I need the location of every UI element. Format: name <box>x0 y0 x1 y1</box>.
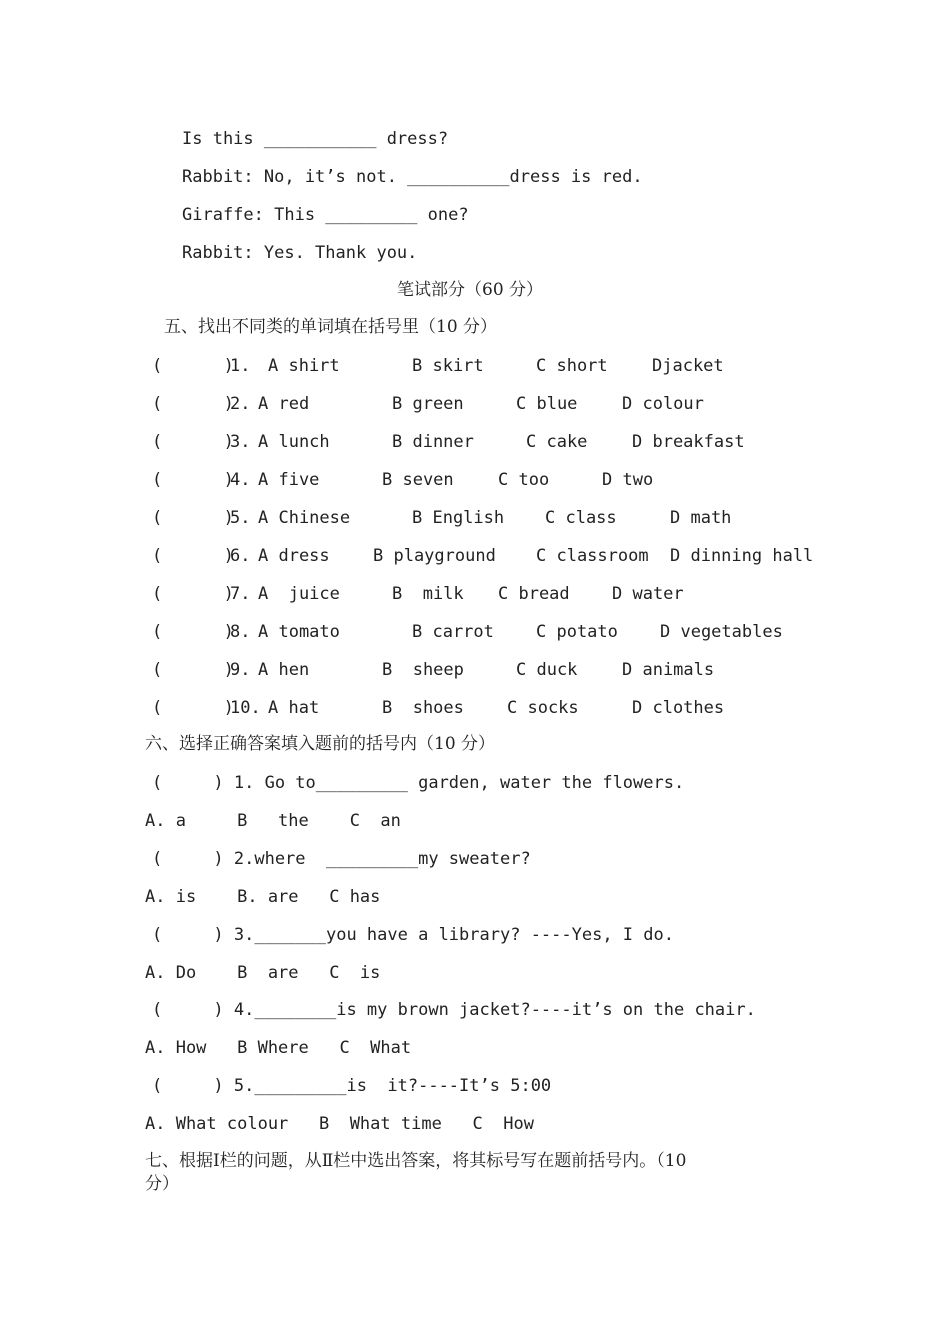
answer-paren[interactable]: ( ) <box>152 660 234 680</box>
dialogue-line-1: Is this ___________ dress? <box>182 129 449 149</box>
option-c: C class <box>545 508 617 528</box>
section6-options-3: A. Do B are C is <box>145 963 381 983</box>
option-c: C classroom <box>536 546 649 566</box>
section6-options-5: A. What colour B What time C How <box>145 1114 534 1134</box>
item-number: 2. <box>230 394 251 414</box>
option-b: B green <box>392 394 464 414</box>
section5-item <box>152 355 724 377</box>
dialogue-line-3: Giraffe: This _________ one? <box>182 205 469 225</box>
option-c: C socks <box>507 698 579 718</box>
section5-item <box>152 697 725 719</box>
option-d: D dinning hall <box>670 546 814 566</box>
section6-question-4: ( ) 4.________is my brown jacket?----it’s on the chair. <box>152 1000 756 1020</box>
answer-paren[interactable]: ( ) <box>152 470 234 490</box>
item-number: 10. <box>230 698 261 718</box>
written-part-title: 笔试部分（60 分） <box>397 280 544 300</box>
option-d: D math <box>670 508 732 528</box>
section7-heading-line-1: 七、根据Ⅰ栏的问题，从Ⅱ栏中选出答案，将其标号写在题前括号内。（10 <box>145 1151 687 1171</box>
option-b: B shoes <box>382 698 464 718</box>
section6-question-5: ( ) 5._________is it?----It’s 5:00 <box>152 1076 552 1096</box>
dialogue-line-2: Rabbit: No, it’s not. __________dress is red. <box>182 167 643 187</box>
option-a: A five <box>258 470 320 490</box>
option-a: A shirt <box>268 356 340 376</box>
section5-item <box>152 469 654 491</box>
option-d: D vegetables <box>660 622 783 642</box>
item-number: 5. <box>230 508 251 528</box>
option-d: Djacket <box>652 356 724 376</box>
option-b: B seven <box>382 470 454 490</box>
dialogue-line-4: Rabbit: Yes. Thank you. <box>182 243 418 263</box>
option-c: C duck <box>516 660 578 680</box>
section6-question-1: ( ) 1. Go to_________ garden, water the flowers. <box>152 773 685 793</box>
section7-heading-line-2: 分） <box>145 1174 179 1194</box>
option-b: B milk <box>392 584 464 604</box>
item-number: 4. <box>230 470 251 490</box>
item-number: 9. <box>230 660 251 680</box>
answer-paren[interactable]: ( ) <box>152 356 234 376</box>
answer-paren[interactable]: ( ) <box>152 698 234 718</box>
option-b: B dinner <box>392 432 474 452</box>
option-b: B English <box>412 508 505 528</box>
option-a: A hen <box>258 660 310 680</box>
option-c: C potato <box>536 622 618 642</box>
option-c: C too <box>498 470 550 490</box>
section5-item <box>152 431 745 453</box>
option-d: D breakfast <box>632 432 745 452</box>
option-a: A red <box>258 394 310 414</box>
answer-paren[interactable]: ( ) <box>152 584 234 604</box>
option-a: A hat <box>268 698 320 718</box>
option-c: C cake <box>526 432 588 452</box>
section5-item <box>152 583 684 605</box>
section6-heading: 六、选择正确答案填入题前的括号内（10 分） <box>145 734 496 754</box>
option-a: A tomato <box>258 622 340 642</box>
section6-options-1: A. a B the C an <box>145 811 401 831</box>
section5-heading: 五、找出不同类的单词填在括号里（10 分） <box>164 317 498 337</box>
option-b: B sheep <box>382 660 464 680</box>
section6-question-2: ( ) 2.where _________my sweater? <box>152 849 531 869</box>
section6-options-4: A. How B Where C What <box>145 1038 412 1058</box>
option-d: D water <box>612 584 684 604</box>
item-number: 7. <box>230 584 251 604</box>
option-a: A dress <box>258 546 330 566</box>
option-a: A Chinese <box>258 508 351 528</box>
option-b: B skirt <box>412 356 484 376</box>
option-d: D clothes <box>632 698 725 718</box>
option-a: A juice <box>258 584 340 604</box>
section5-item <box>152 659 715 681</box>
option-c: C bread <box>498 584 570 604</box>
answer-paren[interactable]: ( ) <box>152 394 234 414</box>
option-a: A lunch <box>258 432 330 452</box>
section5-item <box>152 545 814 567</box>
section6-question-3: ( ) 3._______you have a library? ----Yes, I do. <box>152 925 674 945</box>
section5-item <box>152 621 783 643</box>
option-d: D two <box>602 470 654 490</box>
item-number: 8. <box>230 622 251 642</box>
section6-options-2: A. is B. are C has <box>145 887 381 907</box>
item-number: 6. <box>230 546 251 566</box>
section5-item <box>152 507 732 529</box>
option-d: D animals <box>622 660 715 680</box>
option-c: C blue <box>516 394 578 414</box>
option-c: C short <box>536 356 608 376</box>
answer-paren[interactable]: ( ) <box>152 546 234 566</box>
item-number: 3. <box>230 432 251 452</box>
item-number: 1. <box>230 356 251 376</box>
option-b: B playground <box>373 546 496 566</box>
option-d: D colour <box>622 394 704 414</box>
answer-paren[interactable]: ( ) <box>152 432 234 452</box>
option-b: B carrot <box>412 622 494 642</box>
answer-paren[interactable]: ( ) <box>152 508 234 528</box>
section5-item <box>152 393 704 415</box>
answer-paren[interactable]: ( ) <box>152 622 234 642</box>
